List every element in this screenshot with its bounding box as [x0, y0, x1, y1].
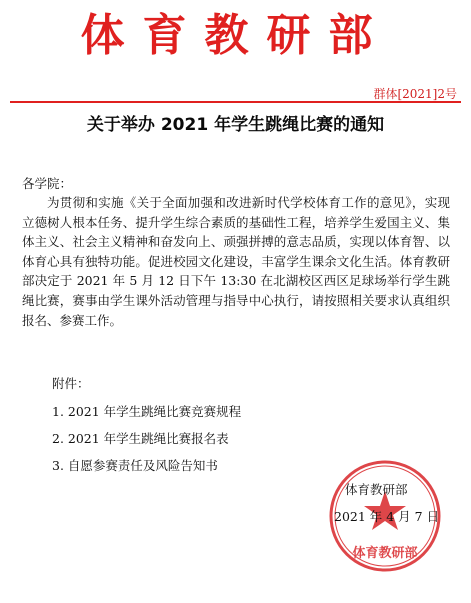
attachment-item: 3. 自愿参赛责任及风险告知书 — [52, 458, 218, 473]
signature-organization: 体育教研部 — [345, 482, 408, 497]
attachment-item: 2. 2021 年学生跳绳比赛报名表 — [52, 431, 229, 446]
attachments-list — [52, 398, 241, 479]
salutation: 各学院： — [22, 176, 73, 191]
notice-body: 为贯彻和实施《关于全面加强和改进新时代学校体育工作的意见》，实现立德树人根本任务、提升学生综合素质的基础性工程，培养学生爱国主义、集体主义、社会主义精神和奋发向上、顽强拼搏的意志品质，实现以体育智、以体育心具有独特功能。促进校园文化建设，丰富学生课余文化生活。体育教研部决定于 2021 年 5 月 12 日下午 13:30 在北湖校区西区足球场举行学生跳绳比赛，赛事由学生课外活动管理与指导中心执行，请按照相关要求认真组织报名、参赛工作。 — [22, 195, 450, 328]
attachment-item: 1. 2021 年学生跳绳比赛竞赛规程 — [52, 404, 242, 419]
attachments-label: 附件： — [52, 376, 90, 391]
signature-date: 2021 年 4 月 7 日 — [334, 509, 440, 524]
notice-title: 关于举办 2021 年学生跳绳比赛的通知 — [86, 115, 385, 135]
red-divider-line — [10, 101, 461, 103]
masthead-title: 体育教研部 — [80, 10, 391, 61]
document-number: 群体[2021]2号 — [373, 87, 457, 101]
seal-bottom-text: 体育教研部 — [352, 546, 418, 561]
